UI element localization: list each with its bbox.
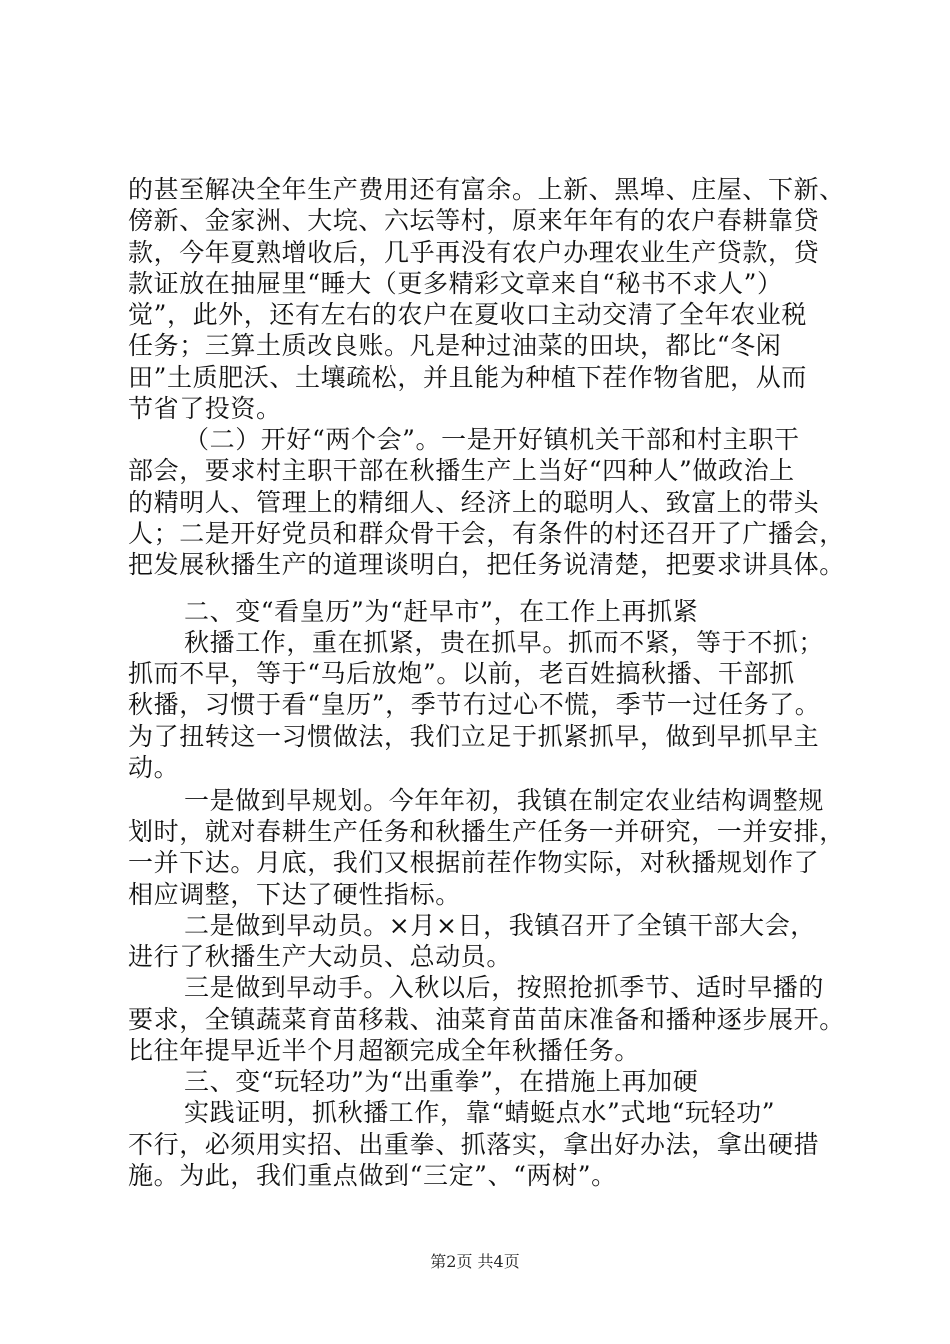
body-line: 进行了秋播生产大动员、总动员。 — [128, 942, 513, 971]
body-line: 比往年提早近半个月超额完成全年秋播任务。 — [128, 1036, 641, 1065]
body-line: 一是做到早规划。今年年初，我镇在制定农业结构调整规 — [184, 786, 825, 815]
body-line: 三是做到早动手。入秋以后，按照抢抓季节、适时早播的 — [184, 973, 825, 1002]
body-line: 任务；三算土质改良账。凡是种过油菜的田块，都比“冬闲 — [128, 331, 782, 360]
body-line: 节省了投资。 — [128, 394, 282, 423]
body-line: 把发展秋播生产的道理谈明白，把任务说清楚，把要求讲具体。 — [128, 550, 845, 579]
body-line: 部会，要求村主职干部在秋播生产上当好“四种人”做政治上 — [128, 456, 795, 485]
body-line: 的精明人、管理上的精细人、经济上的聪明人、致富上的带头 — [128, 488, 820, 517]
body-line: 施。为此，我们重点做到“三定”、“两树”。 — [128, 1161, 617, 1190]
body-line: 一并下达。月底，我们又根据前茬作物实际，对秋播规划作了 — [128, 848, 820, 877]
section-heading: 二、变“看皇历”为“赶早市”，在工作上再抓紧 — [184, 597, 699, 626]
body-line: 二是做到早动员。×月×日，我镇召开了全镇干部大会， — [184, 911, 816, 940]
body-line: 傍新、金家洲、大垸、六坛等村，原来年年有的农户春耕靠贷 — [128, 206, 820, 235]
body-line: 抓而不早，等于“马后放炮”。以前，老百姓搞秋播、干部抓 — [128, 659, 795, 688]
body-line: 的甚至解决全年生产费用还有富余。上新、黑埠、庄屋、下新、 — [128, 175, 845, 204]
body-line: 实践证明，抓秋播工作，靠“蜻蜓点水”式地“玩轻功” — [184, 1098, 776, 1127]
body-line: 划时，就对春耕生产任务和秋播生产任务一并研究，一并安排， — [128, 817, 845, 846]
body-line: 秋播工作，重在抓紧，贵在抓早。抓而不紧，等于不抓； — [184, 628, 825, 657]
section-heading: 三、变“玩轻功”为“出重拳”，在措施上再加硬 — [184, 1067, 699, 1096]
body-line: 田”土质肥沃、土壤疏松，并且能为种植下茬作物省肥，从而 — [128, 363, 807, 392]
page-footer: 第2页 共4页 — [430, 1252, 520, 1271]
body-line: 动。 — [128, 753, 180, 782]
body-line: 要求，全镇蔬菜育苗移栽、油菜育苗苗床准备和播种逐步展开。 — [128, 1005, 845, 1034]
body-line: 秋播，习惯于看“皇历”，季节冇过心不慌，季节一过任务了。 — [128, 690, 821, 719]
body-line: 款证放在抽屉里“睡大（更多精彩文章来自“秘书不求人”） — [128, 269, 783, 298]
body-line: 人；二是开好党员和群众骨干会，有条件的村还召开了广播会， — [128, 519, 845, 548]
body-line: （二）开好“两个会”。一是开好镇机关干部和村主职干 — [184, 425, 800, 454]
body-line: 款，今年夏熟增收后，几乎再没有农户办理农业生产贷款，贷 — [128, 238, 820, 267]
body-line: 觉”，此外，还有左右的农户在夏收口主动交清了全年农业税 — [128, 300, 807, 329]
body-line: 相应调整，下达了硬性指标。 — [128, 880, 461, 909]
body-line: 不行，必须用实招、出重拳、抓落实，拿出好办法，拿出硬措 — [128, 1130, 820, 1159]
body-line: 为了扭转这一习惯做法，我们立足于抓紧抓早，做到早抓早主 — [128, 722, 820, 751]
